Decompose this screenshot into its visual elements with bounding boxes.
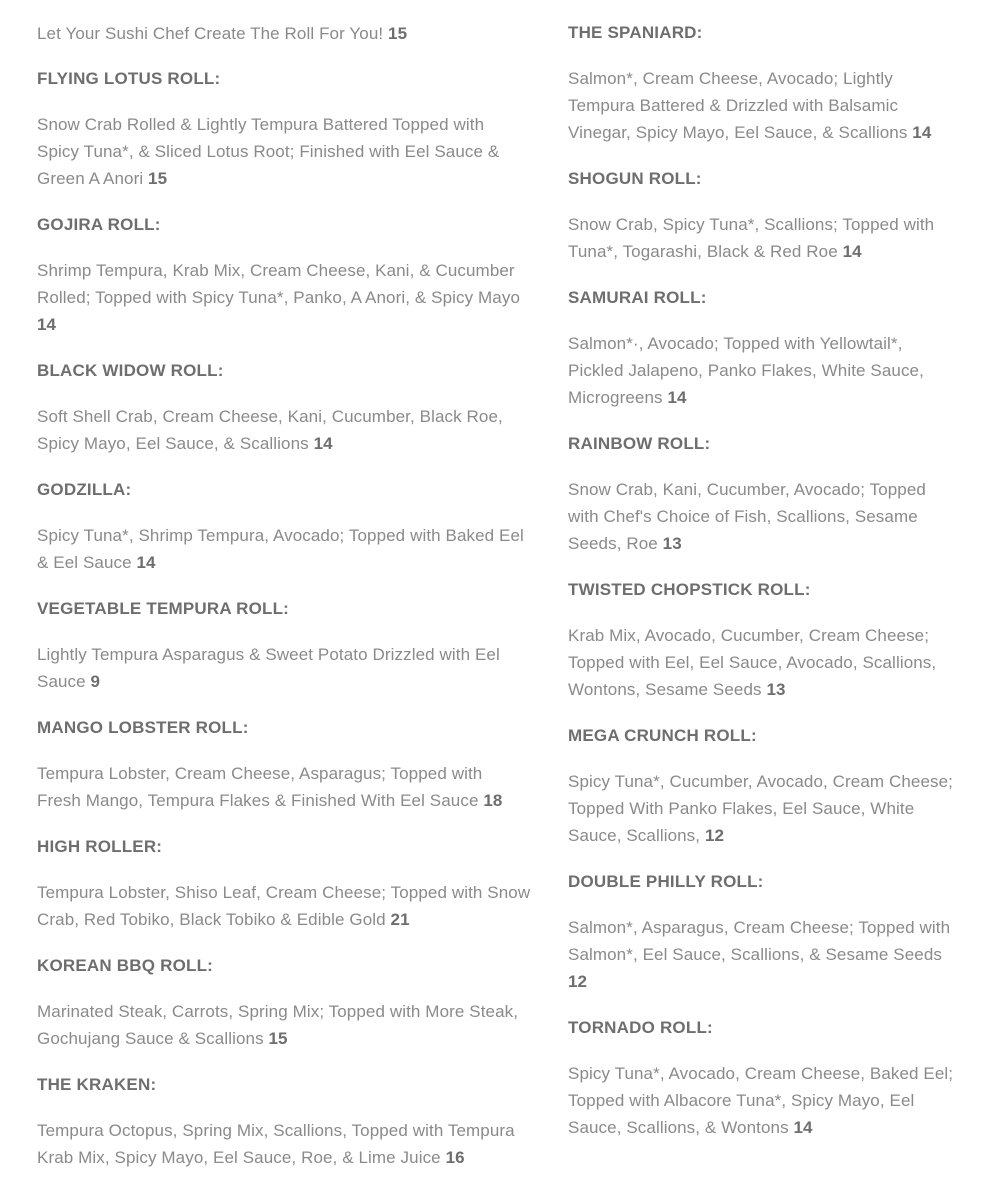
item-desc-text: Salmon*·, Avocado; Topped with Yellowtail*, Pickled Jalapeno, Panko Flakes, White Sauce, Microgreens: [568, 334, 924, 407]
item-price: 14: [37, 315, 57, 334]
item-title-samurai: SAMURAI ROLL:: [568, 288, 707, 307]
item-desc-gojira: [37, 257, 531, 338]
item-price: 15: [148, 169, 168, 188]
item-title-korean-bbq: KOREAN BBQ ROLL:: [37, 956, 214, 975]
item-desc-godzilla: [37, 522, 531, 576]
item-desc-text: Salmon*, Asparagus, Cream Cheese; Topped with Salmon*, Eel Sauce, Scallions, & Sesame Seeds: [568, 918, 951, 964]
item-desc-korean-bbq: [37, 998, 531, 1052]
item-price: 14: [793, 1118, 813, 1137]
item-title-vegetable-tempura: VEGETABLE TEMPURA ROLL:: [37, 599, 290, 618]
item-price: 16: [445, 1148, 465, 1167]
item-desc-double-philly: [568, 914, 954, 995]
item-title-twisted-chopstick: TWISTED CHOPSTICK ROLL:: [568, 580, 811, 599]
item-desc-rainbow: [568, 476, 954, 557]
item-desc-text: Marinated Steak, Carrots, Spring Mix; Topped with More Steak, Gochujang Sauce & Scallions: [37, 1002, 519, 1048]
item-title-double-philly: DOUBLE PHILLY ROLL:: [568, 872, 764, 891]
item-desc-text: Spicy Tuna*, Avocado, Cream Cheese, Baked Eel; Topped with Albacore Tuna*, Spicy Mayo, Eel Sauce, Scallions, & Wontons: [568, 1064, 954, 1137]
item-price: 12: [568, 972, 588, 991]
item-desc-text: Tempura Octopus, Spring Mix, Scallions, Topped with Tempura Krab Mix, Spicy Mayo, Eel Sauce, Roe, & Lime Juice: [37, 1121, 515, 1167]
item-price: 13: [766, 680, 786, 699]
item-desc-mega-crunch: [568, 768, 954, 849]
item-title-godzilla: GODZILLA:: [37, 480, 132, 499]
item-price: 14: [912, 123, 932, 142]
item-title-shogun: SHOGUN ROLL:: [568, 169, 702, 188]
item-title-the-kraken: THE KRAKEN:: [37, 1075, 157, 1094]
item-price: 14: [136, 553, 156, 572]
item-price: 18: [483, 791, 503, 810]
item-desc-the-kraken: [37, 1117, 531, 1171]
item-desc-tornado: [568, 1060, 954, 1141]
item-desc-twisted-chopstick: [568, 622, 954, 703]
item-desc-black-widow: [37, 403, 531, 457]
item-desc-text: Lightly Tempura Asparagus & Sweet Potato Drizzled with Eel Sauce: [37, 645, 500, 691]
item-desc-samurai: [568, 330, 954, 411]
item-desc-text: Snow Crab, Spicy Tuna*, Scallions; Topped with Tuna*, Togarashi, Black & Red Roe: [568, 215, 935, 261]
item-price: 14: [313, 434, 333, 453]
item-desc-vegetable-tempura: [37, 641, 531, 695]
item-title-high-roller: HIGH ROLLER:: [37, 837, 163, 856]
intro-text: Let Your Sushi Chef Create The Roll For You!: [37, 24, 384, 43]
item-title-rainbow: RAINBOW ROLL:: [568, 434, 711, 453]
item-price: 14: [667, 388, 687, 407]
item-title-gojira: GOJIRA ROLL:: [37, 215, 161, 234]
item-desc-text: Tempura Lobster, Shiso Leaf, Cream Cheese; Topped with Snow Crab, Red Tobiko, Black Tobiko & Edible Gold: [37, 883, 531, 929]
item-price: 15: [268, 1029, 288, 1048]
item-desc-flying-lotus: [37, 111, 531, 192]
item-price: 21: [390, 910, 410, 929]
item-desc-mango-lobster: [37, 760, 531, 814]
item-desc-text: Snow Crab Rolled & Lightly Tempura Battered Topped with Spicy Tuna*, & Sliced Lotus Root; Finished with Eel Sauce & Green A Anori: [37, 115, 500, 188]
item-title-mango-lobster: MANGO LOBSTER ROLL:: [37, 718, 249, 737]
item-title-the-spaniard: THE SPANIARD:: [568, 23, 703, 42]
chef-choice-intro: [37, 20, 531, 47]
item-desc-text: Soft Shell Crab, Cream Cheese, Kani, Cucumber, Black Roe, Spicy Mayo, Eel Sauce, & Scallions: [37, 407, 503, 453]
item-desc-text: Snow Crab, Kani, Cucumber, Avocado; Topped with Chef's Choice of Fish, Scallions, Sesame Seeds, Roe: [568, 480, 926, 553]
item-desc-text: Shrimp Tempura, Krab Mix, Cream Cheese, Kani, & Cucumber Rolled; Topped with Spicy Tuna*, Panko, A Anori, & Spicy Mayo: [37, 261, 521, 307]
item-price: 14: [842, 242, 862, 261]
item-title-tornado: TORNADO ROLL:: [568, 1018, 713, 1037]
item-desc-text: Salmon*, Cream Cheese, Avocado; Lightly Tempura Battered & Drizzled with Balsamic Vinegar, Spicy Mayo, Eel Sauce, & Scallions: [568, 69, 908, 142]
item-price: 9: [90, 672, 101, 691]
item-title-mega-crunch: MEGA CRUNCH ROLL:: [568, 726, 757, 745]
item-desc-text: Spicy Tuna*, Shrimp Tempura, Avocado; Topped with Baked Eel & Eel Sauce: [37, 526, 524, 572]
item-price: 12: [704, 826, 725, 845]
menu-column-right: [568, 0, 954, 1160]
intro-price: 15: [388, 24, 408, 43]
item-desc-text: Tempura Lobster, Cream Cheese, Asparagus; Topped with Fresh Mango, Tempura Flakes & Finished With Eel Sauce: [37, 764, 483, 810]
item-desc-the-spaniard: [568, 65, 954, 146]
item-title-flying-lotus: FLYING LOTUS ROLL:: [37, 69, 221, 88]
item-desc-shogun: [568, 211, 954, 265]
item-desc-high-roller: [37, 879, 531, 933]
item-desc-text: Krab Mix, Avocado, Cucumber, Cream Cheese; Topped with Eel, Eel Sauce, Avocado, Scallions, Wontons, Sesame Seeds: [568, 626, 937, 699]
menu-column-left: [37, 0, 531, 1190]
item-desc-text: Spicy Tuna*, Cucumber, Avocado, Cream Cheese; Topped With Panko Flakes, Eel Sauce, White Sauce, Scallions,: [568, 772, 953, 845]
item-price: 13: [662, 534, 682, 553]
item-title-black-widow: BLACK WIDOW ROLL:: [37, 361, 224, 380]
